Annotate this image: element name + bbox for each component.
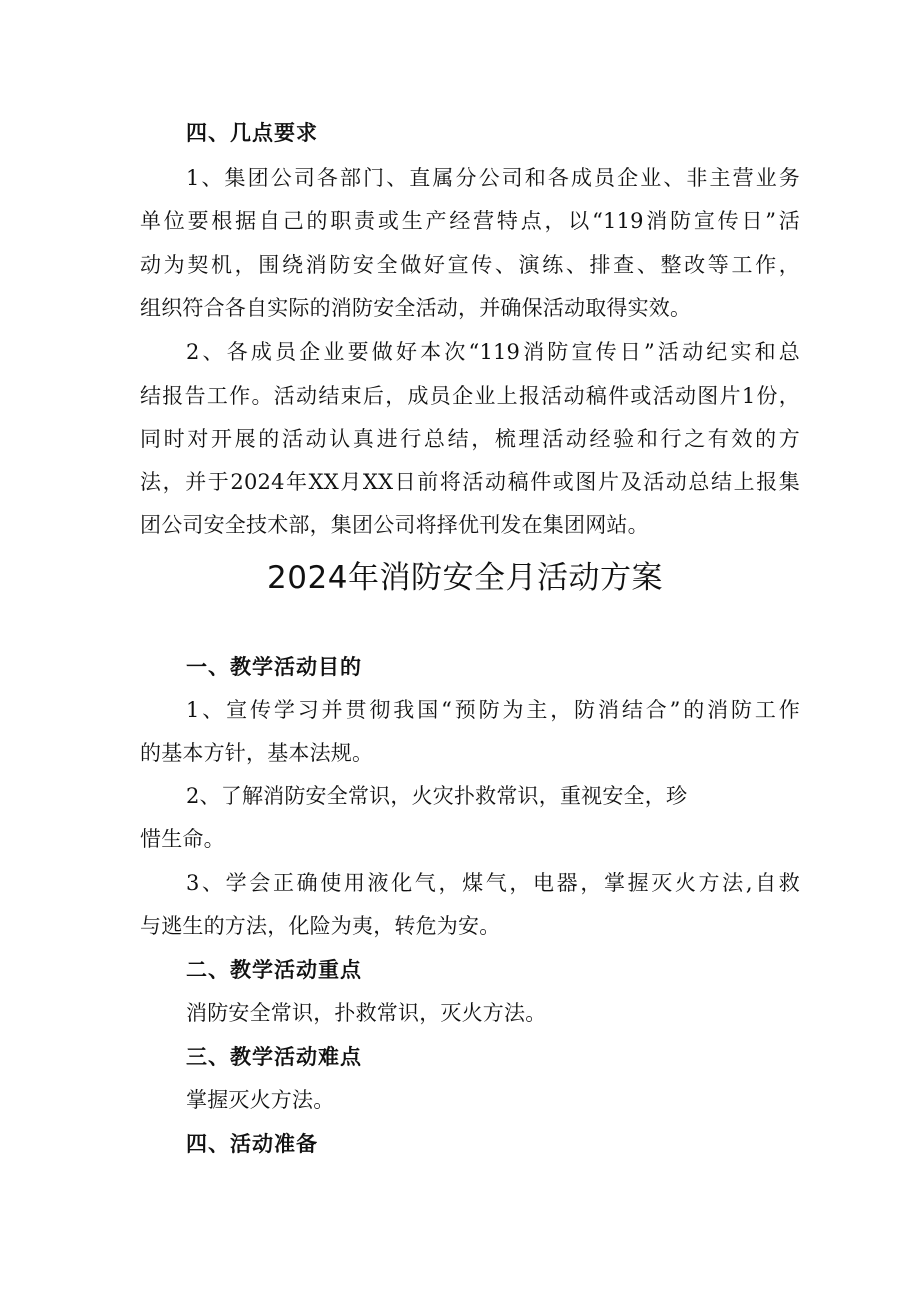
paragraph-line: 团公司安全技术部，集团公司将择优刊发在集团网站。 bbox=[140, 513, 649, 537]
paragraph-line: 同时对开展的活动认真进行总结，梳理活动经验和行之有效的方 bbox=[140, 427, 800, 451]
section-heading-preparation: 四、活动准备 bbox=[186, 1132, 318, 1156]
paragraph-line: 与逃生的方法，化险为夷，转危为安。 bbox=[140, 914, 501, 938]
paragraph-line: 消防安全常识，扑救常识，灭火方法。 bbox=[186, 1001, 547, 1025]
paragraph-line: 的基本方针，基本法规。 bbox=[140, 741, 374, 765]
paragraph-line: 法，并于2024年XX月XX日前将活动稿件或图片及活动总结上报集 bbox=[140, 470, 800, 494]
paragraph-line: 组织符合各自实际的消防安全活动，并确保活动取得实效。 bbox=[140, 296, 692, 320]
section-heading-key-points: 二、教学活动重点 bbox=[186, 958, 362, 982]
paragraph-line: 2、了解消防安全常识，火灾扑救常识，重视安全，珍 bbox=[186, 784, 688, 808]
section-heading-difficulties: 三、教学活动难点 bbox=[186, 1045, 362, 1069]
paragraph-line: 惜生命。 bbox=[140, 827, 225, 851]
paragraph-line: 结报告工作。活动结束后，成员企业上报活动稿件或活动图片1份， bbox=[140, 384, 800, 408]
paragraph-line: 3、学会正确使用液化气，煤气，电器，掌握灭火方法,自救 bbox=[186, 871, 800, 895]
paragraph-line: 2、各成员企业要做好本次“119消防宣传日”活动纪实和总 bbox=[186, 340, 800, 364]
section-heading-requirements: 四、几点要求 bbox=[186, 121, 318, 145]
paragraph-line: 掌握灭火方法。 bbox=[186, 1088, 335, 1112]
paragraph-line: 1、集团公司各部门、直属分公司和各成员企业、非主营业务 bbox=[186, 166, 800, 190]
paragraph-line: 单位要根据自己的职责或生产经营特点，以“119消防宣传日”活 bbox=[140, 209, 800, 233]
paragraph-line: 动为契机，围绕消防安全做好宣传、演练、排查、整改等工作， bbox=[140, 253, 800, 277]
paragraph-line: 1、宣传学习并贯彻我国“预防为主，防消结合”的消防工作 bbox=[186, 698, 800, 722]
section-heading-goals: 一、教学活动目的 bbox=[186, 655, 362, 679]
document-title: 2024年消防安全月活动方案 bbox=[267, 560, 663, 596]
